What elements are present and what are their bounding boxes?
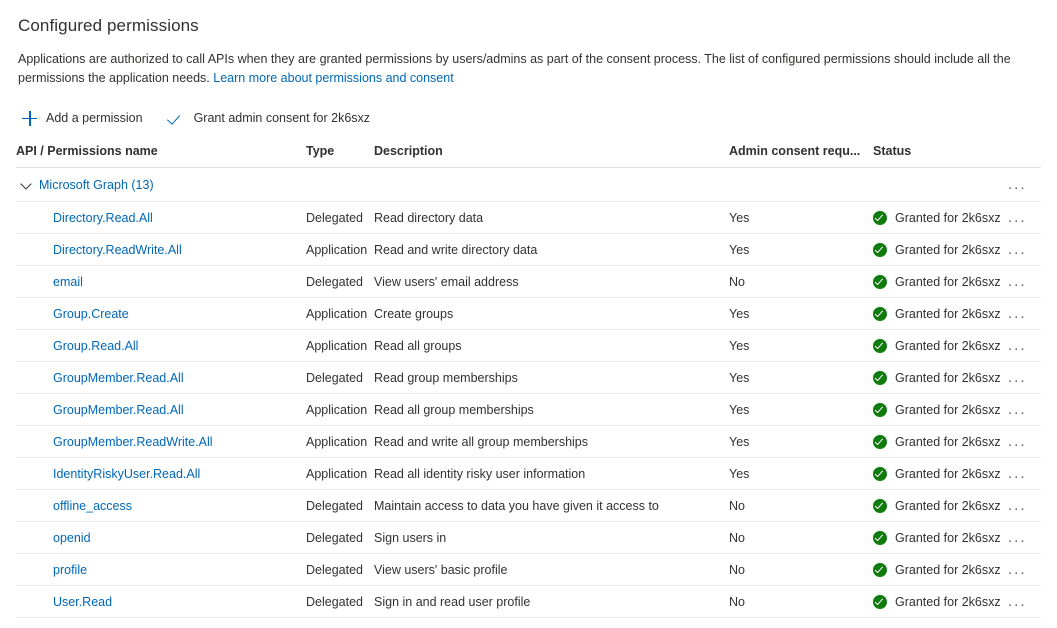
granted-check-icon [873,467,887,481]
table-row[interactable] [16,330,1041,362]
learn-more-link[interactable]: Learn more about permissions and consent [213,71,454,85]
grant-admin-consent-label: Grant admin consent for 2k6sxz [193,111,371,125]
row-context-menu-button[interactable]: ... [1008,368,1027,386]
permission-name-cell [16,202,306,234]
permission-type-cell: Application [306,234,374,266]
granted-check-icon [873,243,887,257]
row-actions-cell [1003,426,1041,458]
row-context-menu-button[interactable]: ... [1008,592,1027,610]
table-body [16,168,1041,618]
row-actions-cell [1003,458,1041,490]
permission-description-cell: Read and write directory data [374,234,729,266]
table-row[interactable] [16,202,1041,234]
status-cell [873,362,1003,394]
permission-name-cell [16,586,306,618]
permission-name-cell [16,522,306,554]
row-actions-cell [1003,298,1041,330]
status-badge: Granted for 2k6sxz [895,466,1001,481]
admin-consent-cell: No [729,522,873,554]
table-row[interactable] [16,426,1041,458]
permission-type-cell: Delegated [306,554,374,586]
permission-type-cell: Delegated [306,202,374,234]
row-context-menu-button[interactable]: ... [1008,304,1027,322]
status-cell [873,554,1003,586]
permission-name-link[interactable]: GroupMember.Read.All [53,370,184,385]
permission-description-cell: Sign users in [374,522,729,554]
permission-name-cell [16,458,306,490]
permission-type-cell: Application [306,394,374,426]
granted-check-icon [873,499,887,513]
granted-check-icon [873,595,887,609]
admin-consent-cell: Yes [729,298,873,330]
admin-consent-cell: Yes [729,394,873,426]
permission-name-link[interactable]: email [53,274,83,289]
table-row[interactable] [16,490,1041,522]
configured-permissions-page [0,16,1057,628]
permission-name-cell [16,362,306,394]
admin-consent-cell: Yes [729,458,873,490]
admin-consent-cell: Yes [729,362,873,394]
permission-description-cell: Read and write all group memberships [374,426,729,458]
admin-consent-cell: Yes [729,330,873,362]
permission-type-cell: Application [306,458,374,490]
plus-icon [22,111,37,126]
permission-name-link[interactable]: GroupMember.ReadWrite.All [53,434,213,449]
admin-consent-cell: Yes [729,234,873,266]
status-cell [873,234,1003,266]
column-header-name: API / Permissions name [16,144,306,168]
status-badge: Granted for 2k6sxz [895,562,1001,577]
row-actions-cell [1003,202,1041,234]
row-actions-cell [1003,554,1041,586]
status-cell [873,330,1003,362]
table-row[interactable] [16,522,1041,554]
permission-name-link[interactable]: profile [53,562,88,577]
row-context-menu-button[interactable]: ... [1008,560,1027,578]
row-context-menu-button[interactable]: ... [1008,208,1027,226]
permission-type-cell: Delegated [306,522,374,554]
permission-description-cell: Read group memberships [374,362,729,394]
row-actions-cell [1003,330,1041,362]
status-badge: Granted for 2k6sxz [895,242,1001,257]
table-row[interactable] [16,554,1041,586]
status-badge: Granted for 2k6sxz [895,434,1001,449]
permission-type-cell: Delegated [306,586,374,618]
permission-description-cell: Read all identity risky user information [374,458,729,490]
group-context-menu-button[interactable]: ... [1008,175,1027,193]
page-title: Configured permissions [18,16,199,35]
status-cell [873,490,1003,522]
column-header-actions [1003,144,1041,168]
permission-description-cell: View users' basic profile [374,554,729,586]
table-row[interactable] [16,234,1041,266]
row-context-menu-button[interactable]: ... [1008,400,1027,418]
row-context-menu-button[interactable]: ... [1008,496,1027,514]
column-header-admin-consent: Admin consent requ... [729,144,873,168]
permission-type-cell: Application [306,330,374,362]
status-cell [873,522,1003,554]
column-header-description: Description [374,144,729,168]
granted-check-icon [873,307,887,321]
row-actions-cell [1003,266,1041,298]
permissions-toolbar [20,106,1041,130]
admin-consent-cell: No [729,554,873,586]
status-cell [873,202,1003,234]
permission-type-cell: Delegated [306,490,374,522]
status-cell [873,458,1003,490]
row-context-menu-button[interactable]: ... [1008,464,1027,482]
permission-name-cell [16,426,306,458]
status-cell [873,266,1003,298]
granted-check-icon [873,371,887,385]
status-badge: Granted for 2k6sxz [895,370,1001,385]
permission-name-cell [16,298,306,330]
table-header-row [16,144,1041,168]
permission-name-link[interactable]: User.Read [53,594,113,609]
permission-description-cell: Read directory data [374,202,729,234]
permission-name-link[interactable]: IdentityRiskyUser.Read.All [53,466,201,481]
permission-type-cell: Application [306,426,374,458]
group-name-link[interactable]: Microsoft Graph (13) [39,177,154,192]
permission-type-cell: Delegated [306,362,374,394]
permission-name-cell [16,266,306,298]
column-header-type: Type [306,144,374,168]
granted-check-icon [873,211,887,225]
permission-name-link[interactable]: Directory.ReadWrite.All [53,242,182,257]
permission-description-cell: Read all group memberships [374,394,729,426]
status-cell [873,426,1003,458]
table-group-row[interactable] [16,168,1041,202]
status-cell [873,586,1003,618]
permission-name-cell [16,234,306,266]
permissions-table [16,144,1041,618]
granted-check-icon [873,275,887,289]
status-cell [873,298,1003,330]
row-actions-cell [1003,522,1041,554]
permission-type-cell: Delegated [306,266,374,298]
row-context-menu-button[interactable]: ... [1008,240,1027,258]
admin-consent-cell: No [729,586,873,618]
status-badge: Granted for 2k6sxz [895,530,1001,545]
permission-name-link[interactable]: Group.Create [53,306,129,321]
row-context-menu-button[interactable]: ... [1008,272,1027,290]
admin-consent-cell: Yes [729,202,873,234]
permission-name-cell [16,490,306,522]
checkmark-icon [169,111,185,126]
granted-check-icon [873,403,887,417]
admin-consent-cell: Yes [729,426,873,458]
status-badge: Granted for 2k6sxz [895,594,1001,609]
granted-check-icon [873,435,887,449]
status-badge: Granted for 2k6sxz [895,498,1001,513]
permission-name-link[interactable]: Group.Read.All [53,338,139,353]
status-badge: Granted for 2k6sxz [895,274,1001,289]
row-context-menu-button[interactable]: ... [1008,336,1027,354]
admin-consent-cell: No [729,490,873,522]
status-badge: Granted for 2k6sxz [895,338,1001,353]
group-name-cell [16,168,1003,202]
row-actions-cell [1003,362,1041,394]
permission-name-cell [16,330,306,362]
intro-text-body: Applications are authorized to call APIs when they are granted permissions by users/admins as part of the consent process. The list of configured permissions should include all the permissions the application needs. [18,52,1011,85]
chevron-down-icon[interactable] [21,179,33,191]
intro-text [18,50,1018,88]
permission-description-cell: Read all groups [374,330,729,362]
permission-description-cell: Maintain access to data you have given it access to [374,490,729,522]
permission-name-link[interactable]: offline_access [53,498,132,513]
row-actions-cell [1003,394,1041,426]
permission-name-cell [16,554,306,586]
permission-description-cell: View users' email address [374,266,729,298]
table-row[interactable] [16,458,1041,490]
row-context-menu-button[interactable]: ... [1008,528,1027,546]
add-permission-label: Add a permission [46,111,143,125]
permission-description-cell: Create groups [374,298,729,330]
row-context-menu-button[interactable]: ... [1008,432,1027,450]
row-actions-cell [1003,586,1041,618]
granted-check-icon [873,339,887,353]
table-row[interactable] [16,266,1041,298]
column-header-status: Status [873,144,1003,168]
admin-consent-cell: No [729,266,873,298]
add-permission-button[interactable] [20,109,145,128]
permission-name-link[interactable]: Directory.Read.All [53,210,153,225]
row-actions-cell [1003,234,1041,266]
permission-name-link[interactable]: openid [53,530,91,545]
permission-type-cell: Application [306,298,374,330]
status-cell [873,394,1003,426]
granted-check-icon [873,563,887,577]
group-actions-cell [1003,168,1041,202]
table-row[interactable] [16,362,1041,394]
permission-name-link[interactable]: GroupMember.Read.All [53,402,184,417]
status-badge: Granted for 2k6sxz [895,210,1001,225]
status-badge: Granted for 2k6sxz [895,402,1001,417]
table-row[interactable] [16,394,1041,426]
permission-description-cell: Sign in and read user profile [374,586,729,618]
granted-check-icon [873,531,887,545]
status-badge: Granted for 2k6sxz [895,306,1001,321]
grant-admin-consent-button[interactable] [167,109,372,128]
table-row[interactable] [16,586,1041,618]
permission-name-cell [16,394,306,426]
table-row[interactable] [16,298,1041,330]
row-actions-cell [1003,490,1041,522]
